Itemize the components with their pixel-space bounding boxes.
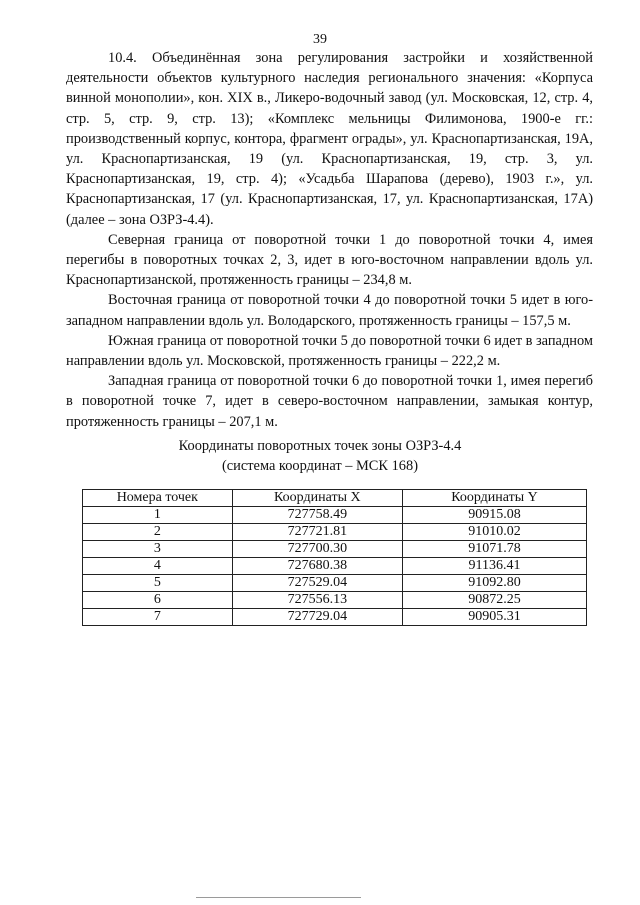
cell-coordinate-x: 727700.30: [232, 541, 402, 558]
table-row: [83, 609, 587, 626]
table-caption-subtitle: (система координат – МСК 168): [222, 458, 418, 474]
cell-coordinate-x: 727680.38: [232, 558, 402, 575]
cell-coordinate-y: 90915.08: [402, 507, 586, 524]
cell-point-number: 7: [83, 609, 233, 626]
cell-point-number: 6: [83, 592, 233, 609]
paragraph-north-boundary: Северная граница от поворотной точки 1 до поворотной точки 4, имея перегибы в поворотных точках 2, 3, идет в юго-восточном направлении вдоль ул. Краснопартизанской, протяженность границы – 234,8 м.: [66, 231, 593, 289]
table-row: [83, 575, 587, 592]
cell-coordinate-y: 91092.80: [402, 575, 586, 592]
table-caption-title: Координаты поворотных точек зоны ОЗРЗ-4.4: [178, 438, 462, 454]
paragraph-west-boundary: Западная граница от поворотной точки 6 до поворотной точки 1, имея перегиб в поворотной точке 7, идет в северо-восточном направлении, замыкая контур, протяженность границы – 207,1 м.: [66, 373, 593, 430]
cell-coordinate-x: 727758.49: [232, 507, 402, 524]
cell-coordinate-x: 727529.04: [232, 575, 402, 592]
cell-point-number: 1: [83, 507, 233, 524]
cell-coordinate-y: 91136.41: [402, 558, 586, 575]
cell-coordinate-x: 727556.13: [232, 592, 402, 609]
cell-coordinate-y: 90905.31: [402, 609, 586, 626]
bottom-divider: [196, 897, 361, 898]
paragraph-south-boundary: Южная граница от поворотной точки 5 до поворотной точки 6 идет в западном направлении вдоль ул. Московской, протяженность границы – 222,2 м.: [66, 332, 593, 370]
cell-coordinate-x: 727729.04: [232, 609, 402, 626]
table-row: [83, 558, 587, 575]
cell-point-number: 3: [83, 541, 233, 558]
table-row: [83, 592, 587, 609]
table-row: [83, 507, 587, 524]
coordinates-table: [82, 489, 587, 626]
cell-point-number: 5: [83, 575, 233, 592]
paragraph-zone-description: 10.4. Объединённая зона регулирования застройки и хозяйственной деятельности объектов культурного наследия регионального значения: «Корпуса винной монополии», кон. XIX в., Ликеро-водочный завод (ул. Московская, 12, стр. 4, стр. 5, стр. 9, стр. 13); «Комплекс мельницы Филимонова, 1900-е гг.: производственный корпус, контора, фрагмент ограды», ул. Краснопартизанская, 19А, ул. Краснопартизанская, 19 (ул. Краснопартизанская, 19, стр. 3, ул. Краснопартизанская, 19, стр. 4); «Усадьба Шарапова (дерево), 1903 г.», ул. Краснопартизанская, 17 (ул. Краснопартизанская, 17, ул. Краснопартизанская, 17А) (далее – зона ОЗРЗ-4.4).: [66, 50, 593, 228]
document-body: [66, 48, 593, 432]
table-header-row: [83, 490, 587, 507]
header-coordinate-x: Координаты X: [232, 490, 402, 507]
paragraph-east-boundary: Восточная граница от поворотной точки 4 до поворотной точки 5 идет в юго-западном направлении вдоль ул. Володарского, протяженность границы – 157,5 м.: [66, 292, 593, 329]
table-caption: [0, 436, 640, 476]
header-coordinate-y: Координаты Y: [402, 490, 586, 507]
cell-coordinate-y: 91071.78: [402, 541, 586, 558]
cell-point-number: 4: [83, 558, 233, 575]
cell-coordinate-y: 91010.02: [402, 524, 586, 541]
table-row: [83, 541, 587, 558]
cell-coordinate-y: 90872.25: [402, 592, 586, 609]
cell-coordinate-x: 727721.81: [232, 524, 402, 541]
header-point-number: Номера точек: [83, 490, 233, 507]
table-row: [83, 524, 587, 541]
page-number: 39: [313, 32, 327, 47]
cell-point-number: 2: [83, 524, 233, 541]
